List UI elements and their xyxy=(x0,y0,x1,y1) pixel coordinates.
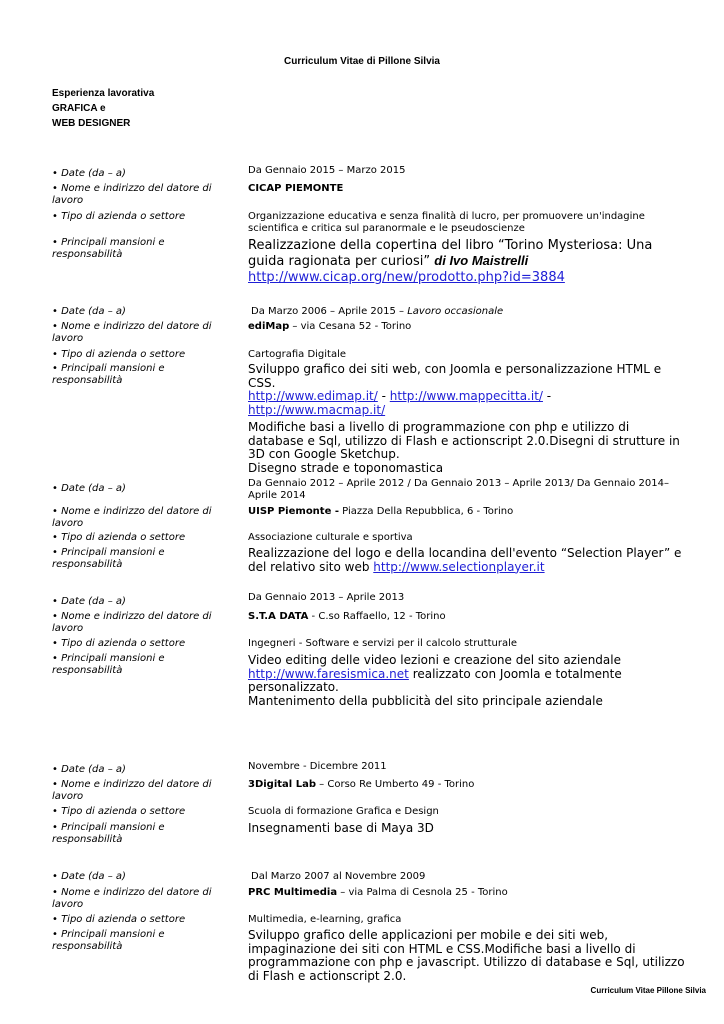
duties-text: Realizzazione della copertina del libro “Torino Mysteriosa: Una guida ragionata per curiosi” xyxy=(248,238,653,269)
job-duties xyxy=(248,547,688,574)
job-employer: CICAP PIEMONTE xyxy=(248,183,344,194)
employer-address: – via Palma di Cesnola 25 - Torino xyxy=(337,887,508,898)
job-employer xyxy=(248,321,678,333)
job-dates: Novembre - Dicembre 2011 xyxy=(248,761,387,772)
edimap-link[interactable]: http://www.edimap.it/ xyxy=(248,389,378,403)
label-sector: • Tipo di azienda o settore xyxy=(52,349,186,360)
job-sector: Ingegneri - Software e servizi per il calcolo strutturale xyxy=(248,638,517,649)
link-separator: - xyxy=(377,389,390,403)
employer-address: – Corso Re Umberto 49 - Torino xyxy=(316,779,475,790)
employer-name: UISP Piemonte - xyxy=(248,506,339,517)
employer-name: PRC Multimedia xyxy=(248,887,338,898)
label-sector: • Tipo di azienda o settore xyxy=(52,638,186,649)
label-sector: • Tipo di azienda o settore xyxy=(52,532,186,543)
label-sector: • Tipo di azienda o settore xyxy=(52,211,186,222)
label-sector: • Tipo di azienda o settore xyxy=(52,914,186,925)
job-employer xyxy=(248,887,678,899)
document-title: Curriculum Vitae di Pillone Silvia xyxy=(284,56,440,67)
job-dates: Da Gennaio 2015 – Marzo 2015 xyxy=(248,165,406,176)
label-dates: • Date (da – a) xyxy=(52,483,126,494)
duties-line-2: realizzato con Joomla e totalmente personalizzato. xyxy=(248,666,622,694)
job-duties xyxy=(248,363,688,475)
job-sector: Organizzazione educativa e senza finalità di lucro, per promuovere un'indagine scientifica e critica sul paranormale e le pseudoscienze xyxy=(248,211,645,234)
faresismica-link[interactable]: http://www.faresismica.net xyxy=(248,666,409,681)
duties-author: di Ivo Maistrelli xyxy=(434,253,529,268)
job-sector: Scuola di formazione Grafica e Design xyxy=(248,806,439,817)
label-dates: • Date (da – a) xyxy=(52,306,126,317)
label-duties: • Principali mansioni e responsabilità xyxy=(52,363,165,386)
duties-text: Realizzazione del logo e della locandina dell'evento “Selection Player” e del relativo sito web xyxy=(248,546,682,574)
label-duties: • Principali mansioni e responsabilità xyxy=(52,929,165,952)
employer-address: – via Cesana 52 - Torino xyxy=(289,321,412,332)
link-separator: - xyxy=(542,389,552,403)
job-employer xyxy=(248,506,678,518)
job-employer xyxy=(248,611,678,623)
label-duties: • Principali mansioni e responsabilità xyxy=(52,822,165,845)
label-duties: • Principali mansioni e responsabilità xyxy=(52,237,165,260)
mappecitta-link[interactable]: http://www.mappecitta.it/ xyxy=(389,389,543,403)
duties-line-2: Modifiche basi a livello di programmazione con php e utilizzo di database e Sql, utilizzo di Flash e actionscript 2.0.Disegni di strutture in 3D con Google Sketchup. xyxy=(248,420,680,461)
section-line-2: GRAFICA e xyxy=(52,103,106,114)
selectionplayer-link[interactable]: http://www.selectionplayer.it xyxy=(373,559,545,574)
label-employer: • Nome e indirizzo del datore di lavoro xyxy=(52,506,212,529)
label-sector: • Tipo di azienda o settore xyxy=(52,806,186,817)
label-dates: • Date (da – a) xyxy=(52,764,126,775)
employer-name: ediMap xyxy=(248,321,290,332)
job-dates: Da Gennaio 2012 – Aprile 2012 / Da Gennaio 2013 – Aprile 2013/ Da Gennaio 2014– Aprile 2014 xyxy=(248,478,669,501)
label-employer: • Nome e indirizzo del datore di lavoro xyxy=(52,779,212,802)
duties-line-1: Video editing delle video lezioni e creazione del sito aziendale xyxy=(248,653,621,667)
employer-name: S.T.A DATA xyxy=(248,611,309,622)
label-dates: • Date (da – a) xyxy=(52,168,126,179)
job-dates: Da Gennaio 2013 – Aprile 2013 xyxy=(248,592,405,603)
job-duties xyxy=(248,654,688,708)
job-sector: Multimedia, e-learning, grafica xyxy=(248,914,402,925)
section-heading xyxy=(52,86,154,131)
macmap-link[interactable]: http://www.macmap.it/ xyxy=(248,402,386,417)
duties-line-1: Sviluppo grafico dei siti web, con Joomla e personalizzazione HTML e CSS. xyxy=(248,362,662,390)
page-footer: Curriculum Vitae Pillone Silvia xyxy=(590,986,706,995)
job-dates xyxy=(251,306,681,318)
job-link-row xyxy=(248,270,688,285)
job-dates: Dal Marzo 2007 al Novembre 2009 xyxy=(251,871,426,882)
job-sector: Cartografia Digitale xyxy=(248,349,347,360)
employer-name: 3Digital Lab xyxy=(248,779,316,790)
job-duties: Sviluppo grafico delle applicazioni per mobile e dei siti web, impaginazione dei siti con HTML e CSS.Modifiche basi a livello di programmazione con php e javascript. Utilizzo di database e Sql, utilizzo di Flash e actionscript 2.0. xyxy=(248,928,685,983)
employer-address: - C.so Raffaello, 12 - Torino xyxy=(308,611,446,622)
dates-note: Lavoro occasionale xyxy=(407,306,504,317)
label-duties: • Principali mansioni e responsabilità xyxy=(52,653,165,676)
label-employer: • Nome e indirizzo del datore di lavoro xyxy=(52,321,212,344)
job-duties: Insegnamenti base di Maya 3D xyxy=(248,821,434,835)
label-dates: • Date (da – a) xyxy=(52,596,126,607)
dates-text: Da Marzo 2006 – Aprile 2015 – xyxy=(251,306,405,317)
label-employer: • Nome e indirizzo del datore di lavoro xyxy=(52,887,212,910)
label-duties: • Principali mansioni e responsabilità xyxy=(52,547,165,570)
label-employer: • Nome e indirizzo del datore di lavoro xyxy=(52,183,212,206)
job-duties xyxy=(248,238,688,269)
label-dates: • Date (da – a) xyxy=(52,871,126,882)
section-line-3: WEB DESIGNER xyxy=(52,118,131,129)
job-employer xyxy=(248,779,678,791)
label-employer: • Nome e indirizzo del datore di lavoro xyxy=(52,611,212,634)
section-line-1: Esperienza lavorativa xyxy=(52,88,155,99)
employer-address: Piazza Della Repubblica, 6 - Torino xyxy=(339,506,514,517)
cicap-link[interactable]: http://www.cicap.org/new/prodotto.php?id=3884 xyxy=(248,270,565,285)
duties-links xyxy=(248,390,688,404)
job-sector: Associazione culturale e sportiva xyxy=(248,532,413,543)
duties-line-3: Mantenimento della pubblicità del sito principale aziendale xyxy=(248,693,603,708)
duties-line-3: Disegno strade e toponomastica xyxy=(248,460,444,475)
